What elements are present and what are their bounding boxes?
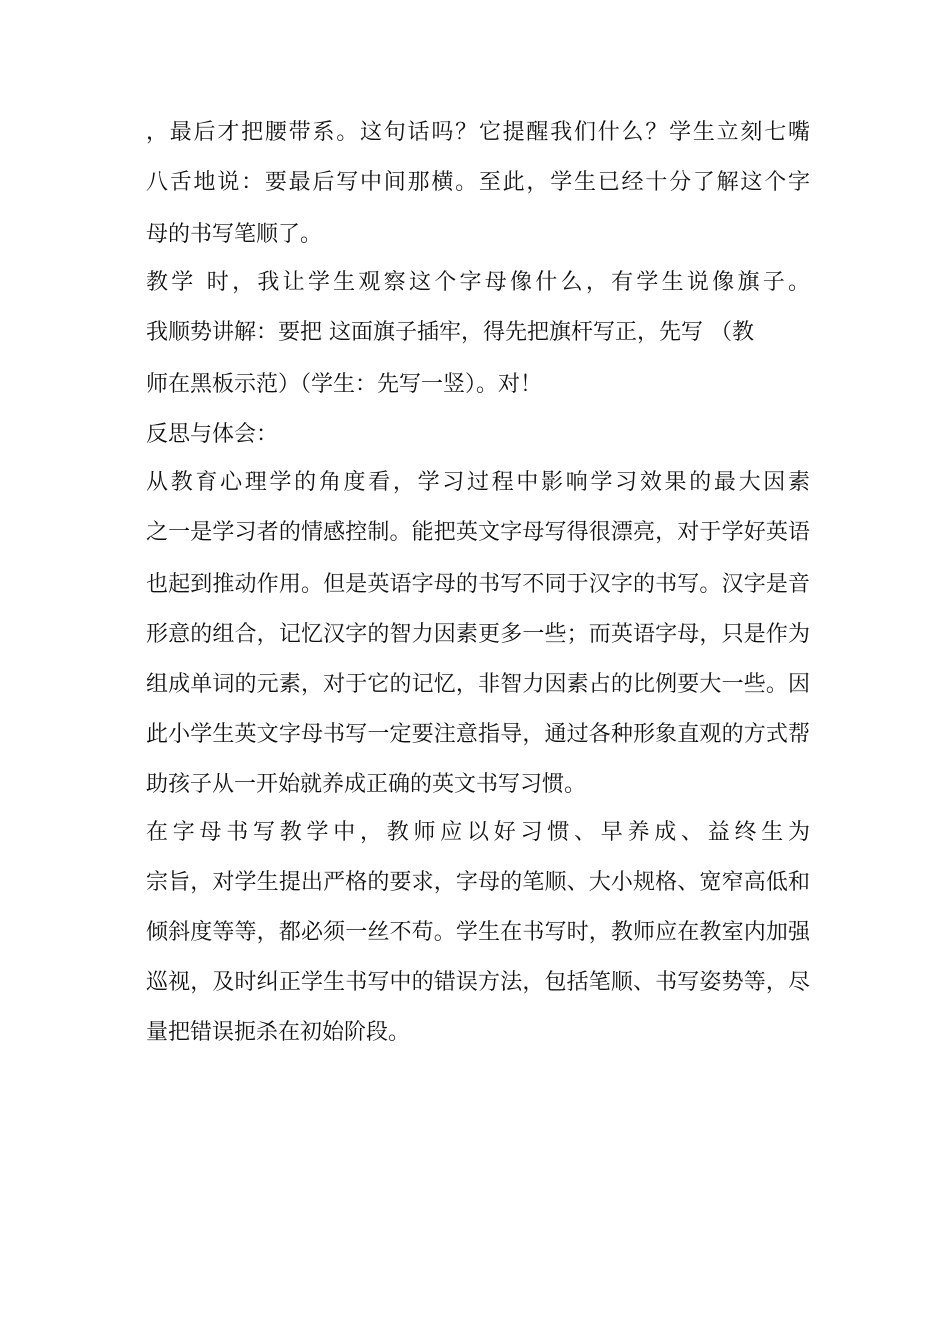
- text-line: 巡视，及时纠正学生书写中的错误方法，包括笔顺、书写姿势等，尽: [146, 970, 810, 995]
- text-line: 教学 时，我让学生观察这个字母像什么，有学生说像旗子。: [146, 270, 810, 295]
- text-line: 助孩子从一开始就养成正确的英文书写习惯。: [146, 772, 587, 797]
- text-line: 此小学生英文字母书写一定要注意指导，通过各种形象直观的方式帮: [146, 722, 810, 747]
- text-line: 八舌地说：要最后写中间那横。至此，学生已经十分了解这个字: [146, 170, 810, 195]
- section-heading: 反思与体会：: [146, 422, 279, 447]
- text-line: 宗旨，对学生提出严格的要求，字母的笔顺、大小规格、宽窄高低和: [146, 870, 810, 895]
- text-line: 也起到推动作用。但是英语字母的书写不同于汉字的书写。汉字是音: [146, 572, 810, 597]
- text-line: 母的书写笔顺了。: [146, 222, 323, 247]
- text-line: 形意的组合，记忆汉字的智力因素更多一些；而英语字母，只是作为: [146, 622, 810, 647]
- text-line: 倾斜度等等，都必须一丝不苟。学生在书写时，教师应在教室内加强: [146, 920, 810, 945]
- text-line: 师在黑板示范）（学生：先写一竖）。对！: [146, 372, 543, 397]
- text-line: 之一是学习者的情感控制。能把英文字母写得很漂亮，对于学好英语: [146, 520, 810, 545]
- text-line: ，最后才把腰带系。这句话吗？它提醒我们什么？学生立刻七嘴: [146, 120, 810, 145]
- text-line: 从教育心理学的角度看，学习过程中影响学习效果的最大因素: [146, 470, 810, 495]
- text-line: 我顺势讲解：要把 这面旗子插牢，得先把旗杆写正，先写 （教: [146, 320, 754, 345]
- text-line: 组成单词的元素，对于它的记忆，非智力因素占的比例要大一些。因: [146, 672, 810, 697]
- text-line: 在字母书写教学中，教师应以好习惯、早养成、益终生为: [146, 820, 810, 845]
- text-line: 量把错误扼杀在初始阶段。: [146, 1020, 411, 1045]
